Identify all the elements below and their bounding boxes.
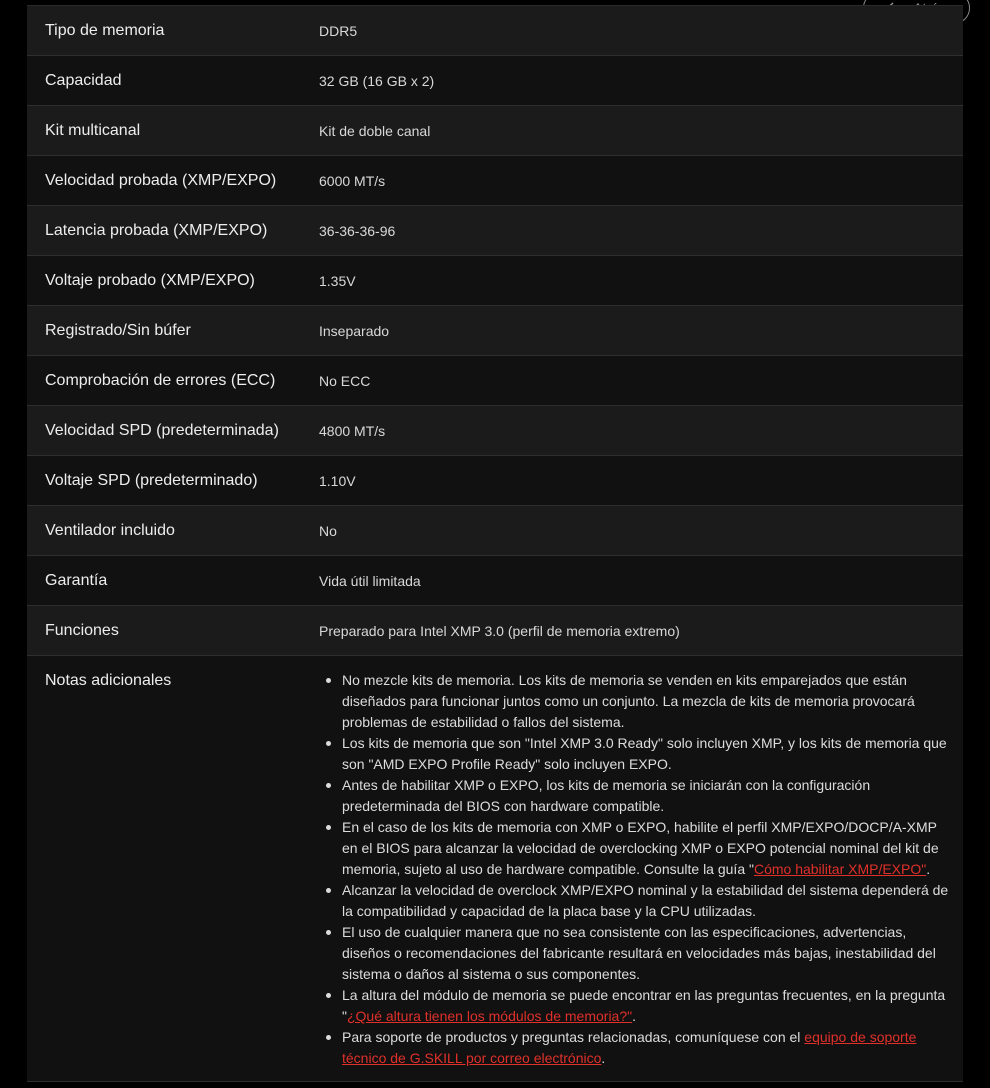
spec-label: Kit multicanal xyxy=(45,121,141,139)
notes-list xyxy=(319,670,949,1069)
spec-row-spd-speed xyxy=(27,406,963,456)
spec-value: Kit de doble canal xyxy=(319,122,431,139)
spec-row-multichannel-kit xyxy=(27,106,963,156)
note-link[interactable]: ¿Qué altura tienen los módulos de memoria?" xyxy=(346,1008,633,1024)
spec-value: No xyxy=(319,522,337,539)
spec-label: Tipo de memoria xyxy=(45,21,165,39)
spec-value: 4800 MT/s xyxy=(319,422,386,439)
note-text-end: . xyxy=(926,861,931,877)
spec-label: Registrado/Sin búfer xyxy=(45,321,191,339)
spec-label: Velocidad SPD (predeterminada) xyxy=(45,421,279,439)
spec-value: Preparado para Intel XMP 3.0 (perfil de memoria extremo) xyxy=(319,622,680,639)
note-text-end: . xyxy=(632,1008,636,1024)
spec-value: 36-36-36-96 xyxy=(319,222,396,239)
list-item xyxy=(319,733,949,775)
note-text: La altura del módulo de memoria se puede encontrar en las preguntas frecuentes, en la pregunta " xyxy=(342,987,946,1024)
note-text: Los kits de memoria que son "Intel XMP 3.0 Ready" solo incluyen XMP, y los kits de memoria que son "AMD EXPO Profile Ready" solo incluyen EXPO. xyxy=(342,735,947,772)
spec-label: Voltaje SPD (predeterminado) xyxy=(45,471,258,489)
list-item xyxy=(319,922,949,985)
spec-value: 1.10V xyxy=(319,472,356,489)
spec-label: Ventilador incluido xyxy=(45,521,175,539)
spec-label: Notas adicionales xyxy=(45,672,172,689)
spec-row-additional-notes xyxy=(27,656,963,1082)
note-text: No mezcle kits de memoria. Los kits de memoria se venden en kits emparejados que están diseñados para funcionar juntos como un conjunto. La mezcla de kits de memoria provocará problemas de estabilidad o fallos del sistema. xyxy=(342,672,915,730)
note-text: Alcanzar la velocidad de overclock XMP/EXPO nominal y la estabilidad del sistema dependerá de la compatibilidad y capacidad de la placa base y la CPU utilizadas. xyxy=(342,882,949,919)
spec-row-error-checking xyxy=(27,356,963,406)
spec-label: Voltaje probado (XMP/EXPO) xyxy=(45,271,255,289)
note-text: El uso de cualquier manera que no sea consistente con las especificaciones, advertencias, diseños o recomendaciones del fabricante resultará en velocidades más bajas, inestabilidad del sistema o daños al sistema o sus componentes. xyxy=(342,924,936,982)
spec-row-features xyxy=(27,606,963,656)
spec-value: 6000 MT/s xyxy=(319,172,386,189)
spec-row-spd-voltage xyxy=(27,456,963,506)
spec-value: Inseparado xyxy=(319,322,390,339)
spec-value: DDR5 xyxy=(319,22,358,39)
spec-row-memory-type xyxy=(27,6,963,56)
spec-label: Garantía xyxy=(45,571,108,589)
spec-label: Funciones xyxy=(45,621,119,639)
note-text: En el caso de los kits de memoria con XMP o EXPO, habilite el perfil XMP/EXPO/DOCP/A-XMP en el BIOS para alcanzar la velocidad de overclocking XMP o EXPO potencial nominal del kit de memoria, sujeto al uso de hardware compatible. Consulte la guía " xyxy=(342,819,939,877)
note-text: Antes de habilitar XMP o EXPO, los kits de memoria se iniciarán con la configuración predeterminada del BIOS con hardware compatible. xyxy=(342,777,871,814)
spec-value: 32 GB (16 GB x 2) xyxy=(319,72,435,89)
spec-value: No ECC xyxy=(319,372,371,389)
list-item xyxy=(319,775,949,817)
spec-value: 1.35V xyxy=(319,272,356,289)
list-item xyxy=(319,670,949,733)
spec-row-capacity xyxy=(27,56,963,106)
list-item xyxy=(319,817,949,880)
spec-label: Comprobación de errores (ECC) xyxy=(45,371,276,389)
spec-value: Vida útil limitada xyxy=(319,572,421,589)
spec-row-fan-included xyxy=(27,506,963,556)
list-item xyxy=(319,985,949,1027)
note-text: Para soporte de productos y preguntas relacionadas, comuníquese con el xyxy=(342,1029,805,1045)
spec-row-warranty xyxy=(27,556,963,606)
note-text-end: . xyxy=(601,1050,606,1066)
note-link[interactable]: equipo de soporte técnico de G.SKILL por correo electrónico xyxy=(342,1029,917,1066)
list-item xyxy=(319,1027,949,1069)
spec-row-tested-latency xyxy=(27,206,963,256)
spec-label: Latencia probada (XMP/EXPO) xyxy=(45,221,268,239)
specs-table xyxy=(27,5,963,1082)
spec-row-tested-speed xyxy=(27,156,963,206)
note-link[interactable]: Cómo habilitar XMP/EXPO" xyxy=(753,861,927,877)
spec-row-tested-voltage xyxy=(27,256,963,306)
spec-label: Velocidad probada (XMP/EXPO) xyxy=(45,171,277,189)
spec-row-registered-unbuffered xyxy=(27,306,963,356)
spec-label: Capacidad xyxy=(45,71,122,89)
list-item xyxy=(319,880,949,922)
